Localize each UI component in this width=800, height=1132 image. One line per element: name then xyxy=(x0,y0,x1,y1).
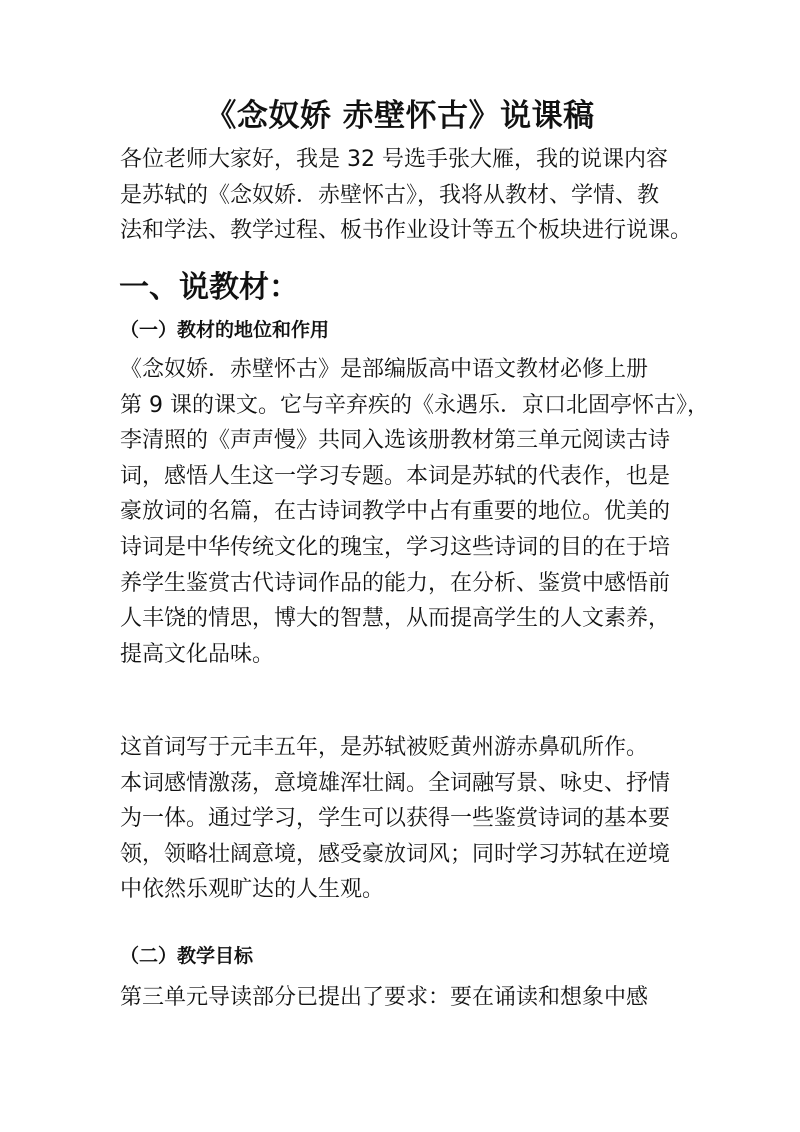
body-paragraph xyxy=(120,730,690,908)
text-line: 《念奴娇．赤壁怀古》是部编版高中语文教材必修上册 xyxy=(120,357,649,382)
document-title: 《念奴娇 赤壁怀古》说课稿 xyxy=(205,98,595,134)
text-line: 李清照的《声声慢》共同入选该册教材第三单元阅读古诗 xyxy=(120,428,671,454)
text-line: 第 9 课的课文。它与辛弃疾的《永遇乐．京口北固亭怀古》， xyxy=(120,392,709,418)
text-line: 本词感情激荡，意境雄浑壮阔。全词融写景、咏史、抒情 xyxy=(120,770,671,796)
text-line: 是苏轼的《念奴娇．赤壁怀古》，我将从教材、学情、教 xyxy=(120,182,660,208)
section-heading: 一、说教材： xyxy=(119,270,299,305)
text-line: 这首词写于元丰五年，是苏轼被贬黄州游赤鼻矶所作。 xyxy=(120,735,649,760)
text-line: 词，感悟人生这一学习专题。本词是苏轼的代表作，也是 xyxy=(120,463,671,489)
body-paragraph xyxy=(120,352,709,672)
subsection-heading: （一）教材的地位和作用 xyxy=(120,319,330,341)
text-line: 各位老师大家好，我是 32 号选手张大雁，我的说课内容 xyxy=(120,147,668,172)
text-line: 第三单元导读部分已提出了要求：要在诵读和想象中感 xyxy=(120,985,649,1010)
text-line: 人丰饶的情思，博大的智慧，从而提高学生的人文素养， xyxy=(120,606,671,632)
text-line: 中依然乐观旷达的人生观。 xyxy=(120,877,385,903)
text-line: 提高文化品味。 xyxy=(120,641,275,667)
intro-paragraph xyxy=(120,142,693,249)
text-line: 诗词是中华传统文化的瑰宝，学习这些诗词的目的在于培 xyxy=(120,534,671,560)
text-line: 领，领略壮阔意境，感受豪放词风；同时学习苏轼在逆境 xyxy=(120,841,671,867)
body-paragraph xyxy=(120,980,690,1016)
text-line: 法和学法、教学过程、板书作业设计等五个板块进行说课。 xyxy=(120,218,693,244)
text-line: 豪放词的名篇，在古诗词教学中占有重要的地位。优美的 xyxy=(120,499,671,525)
text-line: 养学生鉴赏古代诗词作品的能力，在分析、鉴赏中感悟前 xyxy=(120,570,671,596)
subsection-heading: （二）教学目标 xyxy=(120,945,254,967)
text-line: 为一体。通过学习，学生可以获得一些鉴赏诗词的基本要 xyxy=(120,806,671,832)
